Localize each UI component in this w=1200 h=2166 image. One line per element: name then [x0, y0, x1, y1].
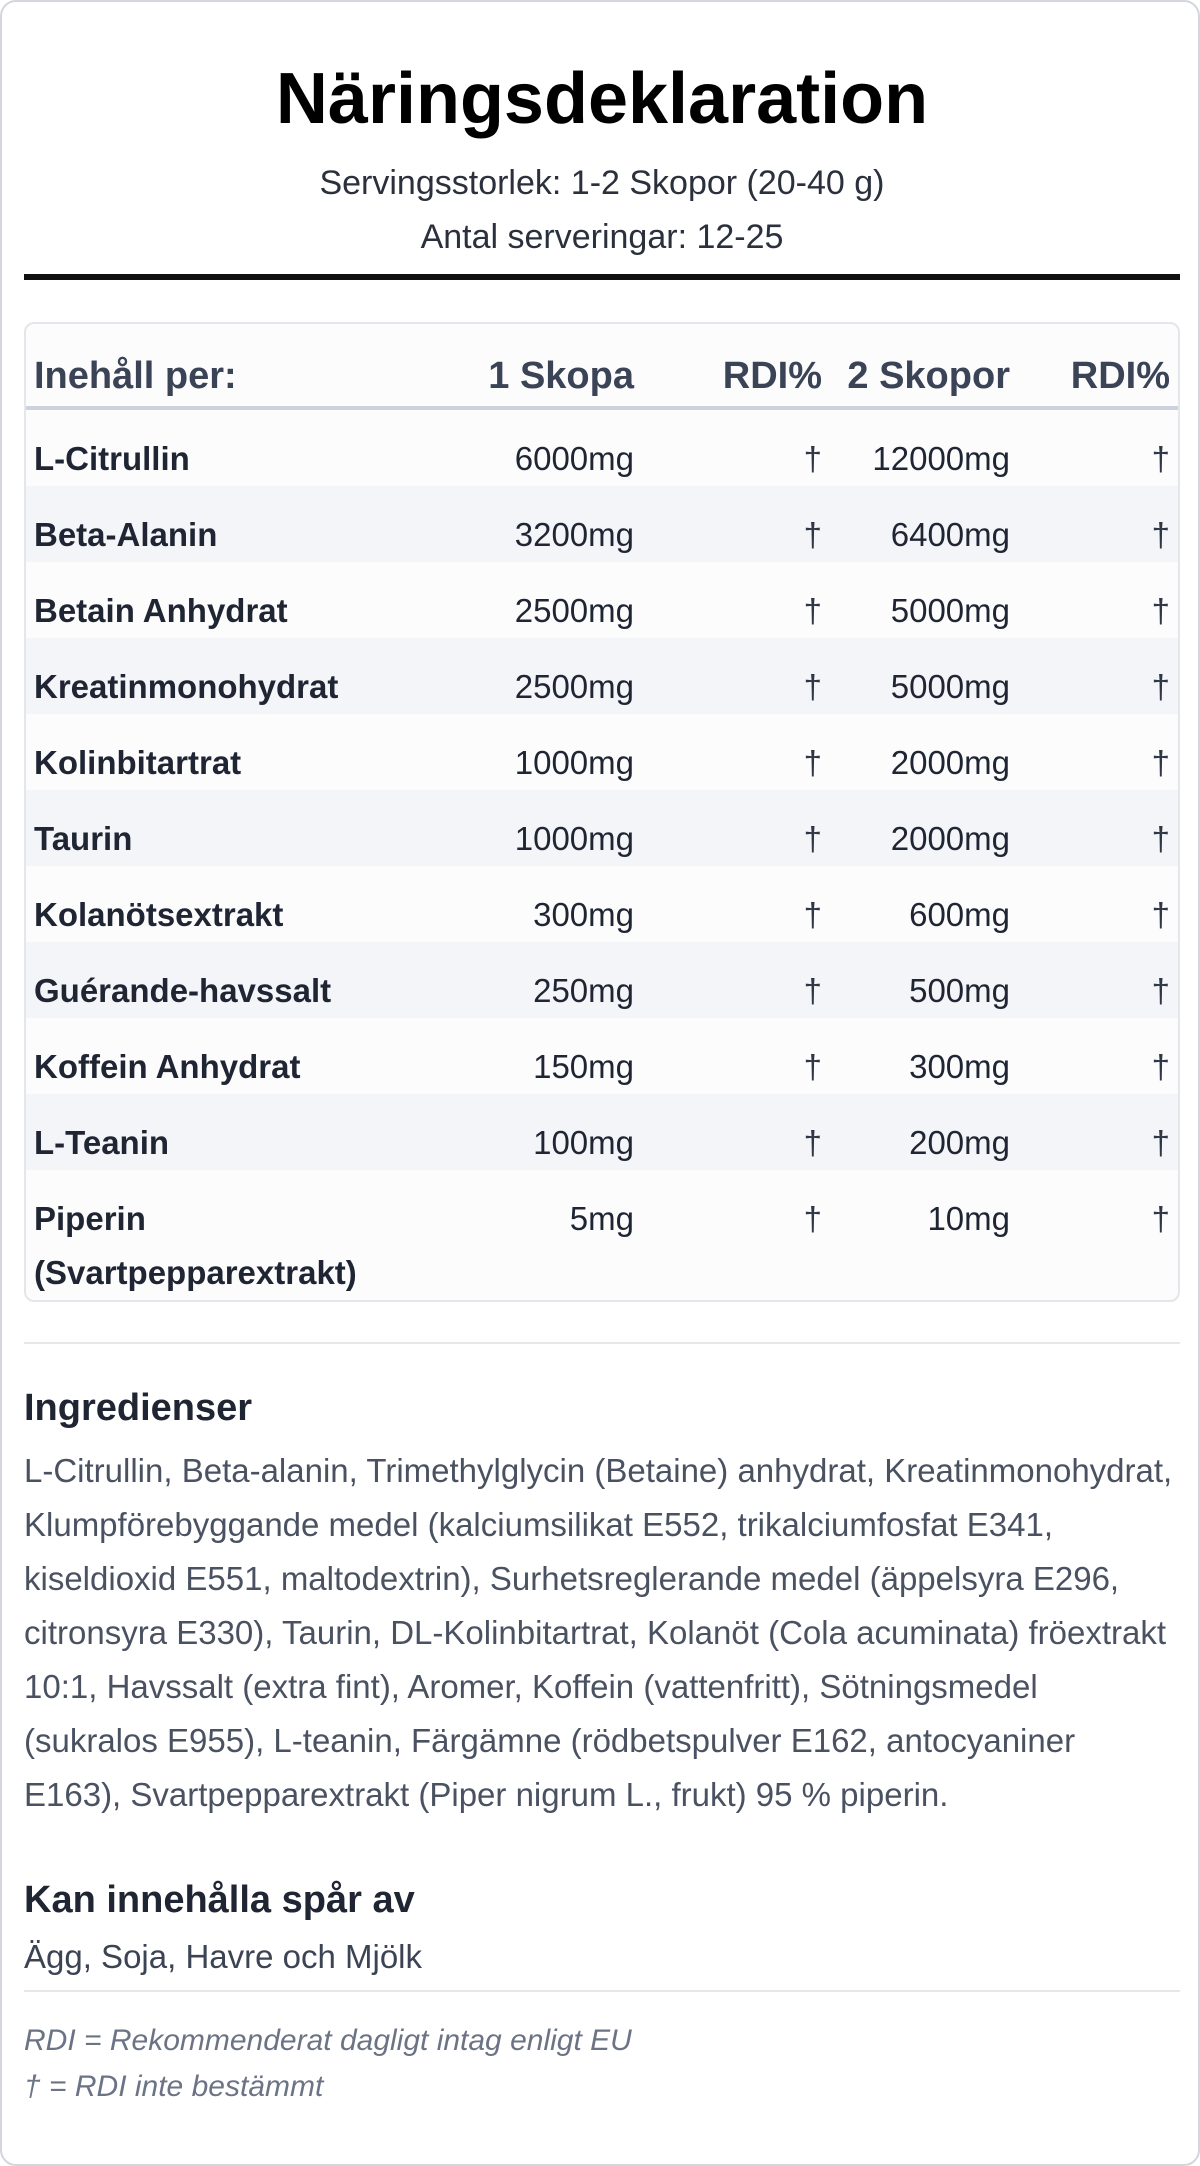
- ingredient-name: Beta-Alanin: [34, 516, 218, 553]
- table-row: [26, 410, 1178, 486]
- ingredients-title: Ingredienser: [24, 1387, 253, 1429]
- card-content: [24, 2, 1180, 2110]
- rdi-one-scoop: †: [803, 820, 822, 857]
- nutrition-table: [24, 322, 1180, 1302]
- amount-one-scoop: 5mg: [569, 1200, 634, 1237]
- ingredient-name: Piperin (Svartpepparextrakt): [34, 1200, 357, 1291]
- amount-two-scoops: 300mg: [909, 1048, 1010, 1085]
- ingredient-name: L-Citrullin: [34, 440, 190, 477]
- amount-two-scoops: 5000mg: [890, 592, 1010, 629]
- serving-size: Servingsstorlek: 1-2 Skopor (20-40 g): [319, 164, 885, 202]
- amount-one-scoop: 100mg: [533, 1124, 634, 1161]
- table-row: [26, 1018, 1178, 1094]
- servings-count: Antal serveringar: 12-25: [420, 218, 784, 256]
- ingredients-text: L-Citrullin, Beta-alanin, Trimethylglycin (Betaine) anhydrat, Kreatinmonohydrat, Klumpförebyggande medel (kalciumsilikat E552, trikalciumfosfat E341, kiseldioxid E551, maltodextrin), Surhetsreglerande medel (äppelsyra E296, citronsyra E330), Taurin, DL-Kolinbitartrat, Kolanöt (Cola acuminata) fröextrakt 10:1, Havssalt (extra fint), Aromer, Koffein (vattenfritt), Sötningsmedel (sukralos E955), L-teanin, Färgämne (rödbetspulver E162, antocyaniner E163), Svartpepparextrakt (Piper nigrum L., frukt) 95 % piperin.: [24, 1452, 1173, 1813]
- table-row: [26, 790, 1178, 866]
- header-content-per: Inehåll per:: [34, 355, 237, 397]
- amount-two-scoops: 500mg: [909, 972, 1010, 1009]
- amount-two-scoops: 5000mg: [890, 668, 1010, 705]
- footnote-divider: [24, 1990, 1180, 1992]
- table-row: [26, 866, 1178, 942]
- amount-one-scoop: 2500mg: [514, 668, 634, 705]
- ingredient-name: Guérande-havssalt: [34, 972, 332, 1009]
- header-rdi-one: RDI%: [722, 355, 822, 397]
- page-title: Näringsdeklaration: [275, 59, 929, 139]
- amount-two-scoops: 2000mg: [890, 820, 1010, 857]
- rdi-one-scoop: †: [803, 592, 822, 629]
- amount-one-scoop: 2500mg: [514, 592, 634, 629]
- amount-two-scoops: 600mg: [909, 896, 1010, 933]
- rdi-one-scoop: †: [803, 668, 822, 705]
- amount-one-scoop: 250mg: [533, 972, 634, 1009]
- header-one-scoop: 1 Skopa: [488, 355, 634, 397]
- rdi-one-scoop: †: [803, 1048, 822, 1085]
- rdi-one-scoop: †: [803, 516, 822, 553]
- amount-one-scoop: 6000mg: [514, 440, 634, 477]
- rdi-two-scoops: †: [1151, 1124, 1170, 1161]
- rdi-two-scoops: †: [1151, 440, 1170, 477]
- ingredient-name: Betain Anhydrat: [34, 592, 288, 629]
- header-rdi-two: RDI%: [1070, 355, 1170, 397]
- amount-one-scoop: 3200mg: [514, 516, 634, 553]
- ingredient-name: Taurin: [34, 820, 133, 857]
- footnote-rdi: RDI = Rekommenderat dagligt intag enligt EU: [24, 2024, 632, 2057]
- amount-one-scoop: 1000mg: [514, 820, 634, 857]
- amount-two-scoops: 6400mg: [890, 516, 1010, 553]
- rdi-two-scoops: †: [1151, 516, 1170, 553]
- table-row: [26, 942, 1178, 1018]
- ingredient-name: Kolanötsextrakt: [34, 896, 284, 933]
- ingredient-name: Kolinbitartrat: [34, 744, 242, 781]
- ingredient-name: Kreatinmonohydrat: [34, 668, 339, 705]
- rdi-one-scoop: †: [803, 896, 822, 933]
- ingredient-name: L-Teanin: [34, 1124, 170, 1161]
- table-row: [26, 638, 1178, 714]
- rdi-one-scoop: †: [803, 972, 822, 1009]
- rdi-two-scoops: †: [1151, 744, 1170, 781]
- table-row: [26, 1170, 1178, 1300]
- table-row: [26, 562, 1178, 638]
- amount-two-scoops: 200mg: [909, 1124, 1010, 1161]
- rdi-two-scoops: †: [1151, 592, 1170, 629]
- rdi-one-scoop: †: [803, 1124, 822, 1161]
- table-row: [26, 1094, 1178, 1170]
- table-row: [26, 714, 1178, 790]
- header-two-scoops: 2 Skopor: [847, 355, 1010, 397]
- table-header: [26, 324, 1178, 410]
- allergen-traces-text: Ägg, Soja, Havre och Mjölk: [24, 1938, 423, 1975]
- rdi-two-scoops: †: [1151, 972, 1170, 1009]
- amount-one-scoop: 1000mg: [514, 744, 634, 781]
- ingredient-name: Koffein Anhydrat: [34, 1048, 301, 1085]
- table-row: [26, 486, 1178, 562]
- rdi-two-scoops: †: [1151, 668, 1170, 705]
- rdi-two-scoops: †: [1151, 896, 1170, 933]
- amount-one-scoop: 150mg: [533, 1048, 634, 1085]
- footnote-dagger: † = RDI inte bestämmt: [24, 2070, 324, 2103]
- rdi-one-scoop: †: [803, 744, 822, 781]
- amount-one-scoop: 300mg: [533, 896, 634, 933]
- amount-two-scoops: 10mg: [927, 1200, 1010, 1237]
- rdi-two-scoops: †: [1151, 1200, 1170, 1237]
- rdi-one-scoop: †: [803, 1200, 822, 1237]
- amount-two-scoops: 12000mg: [872, 440, 1010, 477]
- title-divider: [24, 274, 1180, 280]
- amount-two-scoops: 2000mg: [890, 744, 1010, 781]
- rdi-one-scoop: †: [803, 440, 822, 477]
- rdi-two-scoops: †: [1151, 820, 1170, 857]
- section-divider: [24, 1342, 1180, 1344]
- rdi-two-scoops: †: [1151, 1048, 1170, 1085]
- allergen-traces-title: Kan innehålla spår av: [24, 1879, 415, 1921]
